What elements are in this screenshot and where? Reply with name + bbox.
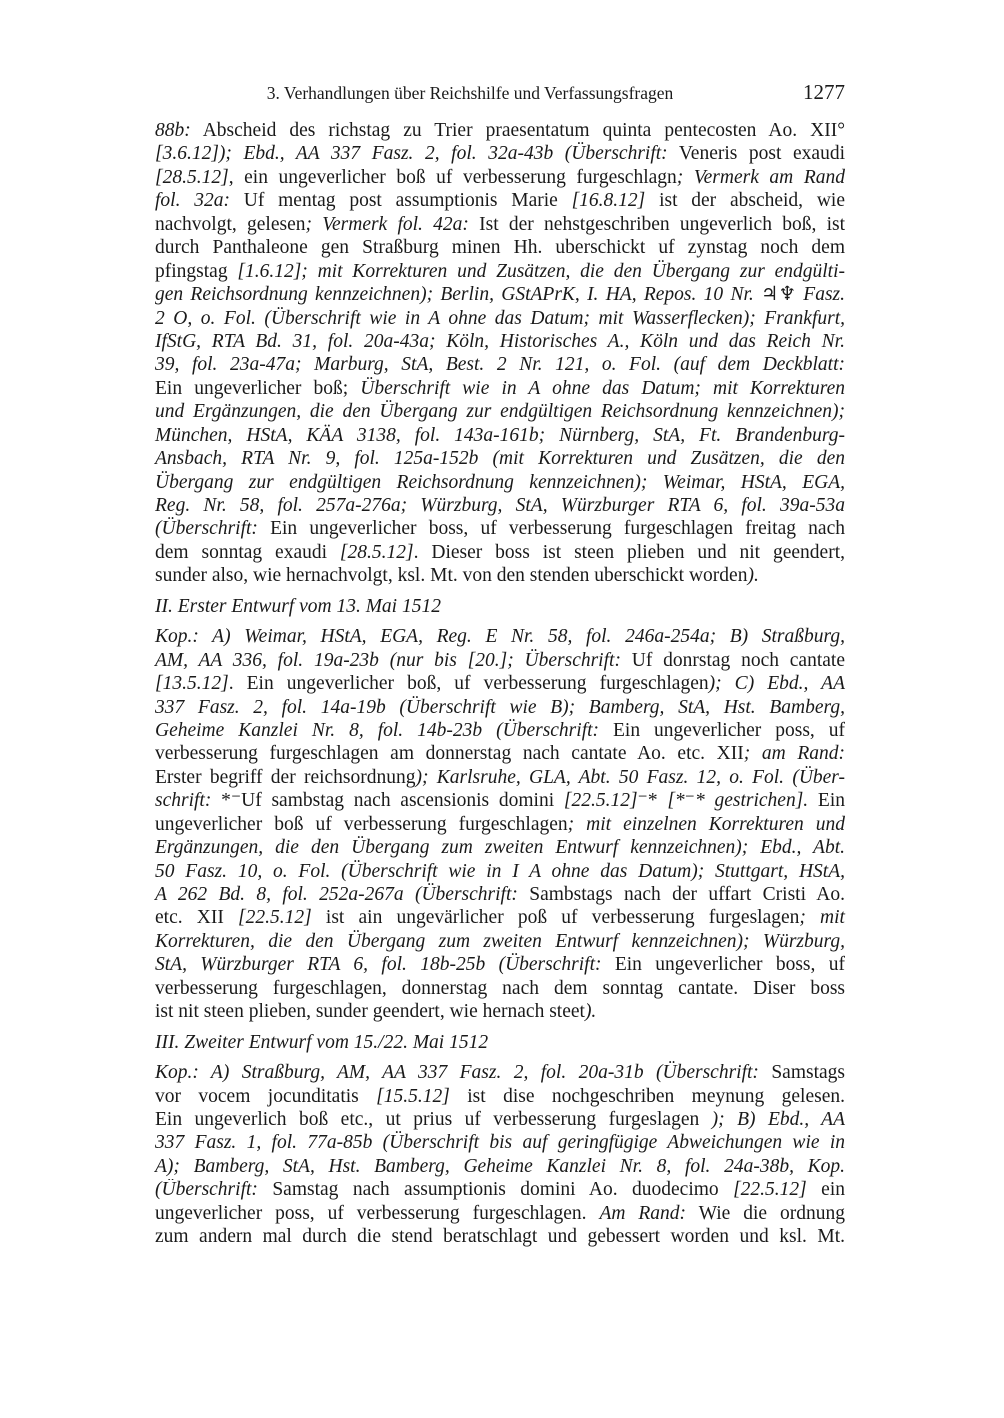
text-line [155,447,845,470]
italic-text: ; mit einzelnen Korrekturen und [567,813,845,835]
roman-text: dem sonntag exaudi [155,541,340,563]
italic-text: [28.5.12] [339,541,414,563]
roman-text: durch Panthaleone gen Straßburg minen Hh. uberschickt uf zynstag noch dem [155,237,845,259]
roman-text: verbesserung furgeschlagen am donnerstag nach cantate Ao. etc. XII [155,743,744,765]
roman-text: Ist der nehstgeschriben ungeverlich boß, ist [468,213,845,235]
roman-text: verbesserung furgeschlagen, donnerstag nach dem sonntag cantate. Diser boss [155,977,845,999]
text-line [155,283,845,306]
italic-text: 337 Fasz. 1, fol. 77a-85b (Überschrift bis auf geringfügige Abweichungen wie in [155,1132,845,1154]
italic-text: Am Rand: [599,1202,687,1224]
italic-text: Überschrift wie in A ohne das Datum; mit Korrekturen [360,377,845,399]
text-line [155,977,845,1000]
text-line [155,353,845,376]
text-line [155,1085,845,1108]
italic-text: StA, Würzburger RTA 6, fol. 18b-25b (Überschrift: [155,954,602,976]
running-head [155,80,845,106]
italic-text: A 262 Bd. 8, fol. 252a-267a (Überschrift: [155,884,518,905]
roman-text: . Dieser boss ist steen plieben und nit geendert, [413,541,845,563]
roman-text: ist ain ungevärlicher poß uf verbesserung furgeslagen [311,907,800,929]
roman-text: Ein [808,790,845,812]
roman-text: ungeverlicher poss, uf verbesserung furgeschlagen. [155,1202,600,1224]
italic-text: ; Vermerk am Rand [676,166,845,188]
italic-text: (Überschrift: [155,1179,258,1201]
text-line [155,930,845,953]
italic-text: fol. 32a: [155,190,230,212]
page-number: 1277 [803,80,845,104]
italic-text: [1.6.12]; mit Korrekturen und Zusätzen, die den Übergang zur endgülti- [237,260,845,282]
text-line [155,119,845,142]
text-line [155,1108,845,1131]
italic-text: Reg. Nr. 58, fol. 257a-276a; Würzburg, StA, Würzburger RTA 6, fol. 39a-53a [155,495,845,516]
text-line [155,189,845,212]
text-line [155,953,845,976]
text-line [155,860,845,883]
italic-text: AM, AA 336, fol. 19a-23b (nur bis [20.]; Überschrift: [155,649,621,671]
text-line [155,213,845,236]
roman-text: Samstag nach assumptionis domini Ao. duodecimo [257,1179,734,1201]
italic-text: Kop.: A) Weimar, HStA, EGA, Reg. E Nr. 58, fol. 246a-254a; B) Straßburg, [155,626,845,648]
italic-text: 50 Fasz. 10, o. Fol. (Überschrift wie in I A ohne das Datum); Stuttgart, HStA, [155,860,845,882]
text-line [155,541,845,564]
paragraph [155,1061,845,1249]
roman-text: Ein ungeverlicher boss, uf [601,954,845,976]
text-line [155,836,845,859]
italic-text: A); Bamberg, StA, Hst. Bamberg, Geheime Kanzlei Nr. 8, fol. 24a-38b, Kop. [155,1155,845,1177]
text-line [155,1225,845,1248]
italic-text: IfStG, RTA Bd. 31, fol. 20a-43a; Köln, Historisches A., Köln und das Reich Nr. [155,330,845,352]
roman-text: zum andern mal durch die stend beratschlagt und gebessert worden und ksl. Mt. [155,1226,845,1248]
italic-text: [22.5.12] [563,790,638,812]
italic-text: und Ergänzungen, die den Übergang zur endgültigen Reichsordnung kennzeichnen); [155,401,845,423]
text-line [155,424,845,447]
roman-text: Ein ungeverlicher poss, uf [599,719,845,741]
text-line [155,719,845,742]
italic-text: ; am Rand: [743,743,845,765]
italic-text: [15.5.12] [376,1085,450,1107]
roman-text: Wie die ordnung [686,1202,845,1224]
paragraph [155,119,845,588]
roman-text: , ein ungeverlicher boß uf verbesserung furgeschlagn [228,166,677,188]
text-line [155,1178,845,1201]
italic-text: ; Vermerk fol. 42a: [305,213,469,235]
roman-text: Abscheid des richstag zu Trier praesentatum quinta pentecosten Ao. XII° [190,120,845,141]
text-line [155,400,845,423]
text-line [155,471,845,494]
italic-text: 88b: [155,120,191,141]
roman-text: Ein ungeverlicher boß; [155,377,361,399]
roman-text: Uf donrstag noch cantate [620,649,845,671]
italic-text: ); C) Ebd., AA [708,673,845,695]
text-line [155,696,845,719]
text-line [155,307,845,330]
italic-text: [22.5.12] [733,1179,807,1201]
text-line [155,377,845,400]
text-line [155,1202,845,1225]
italic-text: 2 O, o. Fol. (Überschrift wie in A ohne das Datum; mit Wasserflecken); Frankfurt, [155,307,845,329]
text-line [155,142,845,165]
text-line [155,789,845,812]
italic-text: 39, fol. 23a-47a; Marburg, StA, Best. 2 Nr. 121, o. Fol. (auf dem Deckblatt: [155,354,845,376]
roman-text: . Ein ungeverlicher boß, uf verbesserung furgeschlagen [228,673,709,695]
italic-text: Ansbach, RTA Nr. 9, fol. 125a-152b (mit Korrekturen und Zusätzen, die den [155,448,845,470]
roman-text: Veneris post exaudi [667,143,845,165]
roman-text: ist der abscheid, wie [645,190,845,212]
roman-text: ist dise nochgeschriben meynung gelesen. [449,1085,845,1107]
italic-text: Korrekturen, die den Übergang zum zweiten Entwurf kennzeichnen); Würzburg, [155,930,845,952]
roman-text: vor vocem jocunditatis [155,1085,377,1107]
text-line [155,742,845,765]
roman-text: ungeverlicher boß uf verbesserung furgeschlagen [155,813,568,835]
italic-text: ). [747,565,759,587]
text-line [155,1131,845,1154]
text-line [155,672,845,695]
roman-text: Erster begriff der reichsordnung [155,766,416,788]
running-head-title: 3. Verhandlungen über Reichshilfe und Verfassungsfragen [266,83,674,103]
text-line [155,564,845,587]
roman-text: ist nit steen plieben, sunder geendert, wie hernach steet [155,1001,585,1023]
text-line [155,649,845,672]
roman-text: Sambstags nach der uffart Cristi Ao. [517,884,845,905]
roman-text: *⁻Uf sambstag nach ascensionis domini [211,790,564,812]
text-line [155,260,845,283]
text-line [155,517,845,540]
roman-text: Ein ungeverlicher boss, uf verbesserung furgeschlagen freitag nach [257,518,845,540]
text-line [155,166,845,189]
italic-text: Übergang zur endgültigen Reichsordnung kennzeichnen); Weimar, HStA, EGA, [155,471,845,493]
italic-text: (Überschrift: [155,518,258,540]
text-line [155,766,845,789]
section-heading: II. Erster Entwurf vom 13. Mai 1512 [155,595,441,617]
text-line [155,494,845,517]
italic-text: ; mit [799,907,845,929]
italic-text: [3.6.12]); Ebd., AA 337 Fasz. 2, fol. 32a-43b (Überschrift: [155,143,668,165]
text-line [155,906,845,929]
italic-text: [28.5.12] [155,166,229,188]
roman-text: ⁻* [637,790,668,812]
text-line [155,1155,845,1178]
text-line [155,330,845,353]
italic-text: Geheime Kanzlei Nr. 8, fol. 14b-23b (Überschrift: [155,719,600,741]
roman-text: sunder also, wie hernachvolgt, ksl. Mt. von den stenden uberschickt worden [155,565,748,587]
roman-text: ein [806,1179,846,1201]
italic-text: München, HStA, KÄA 3138, fol. 143a-161b; Nürnberg, StA, Ft. Brandenburg- [155,424,845,446]
roman-text: nachvolgt, gelesen [155,213,306,235]
paragraph [155,625,845,1023]
roman-text: etc. XII [155,907,239,929]
italic-text: [22.5.12] [238,907,312,929]
italic-text: Kop.: A) Straßburg, AM, AA 337 Fasz. 2, fol. 20a-31b (Überschrift: [155,1062,759,1084]
italic-text: Ergänzungen, die den Übergang zum zweiten Entwurf kennzeichnen); Ebd., Abt. [155,837,845,859]
italic-text: schrift: [155,790,212,812]
text-line [155,1061,845,1084]
italic-text: [16.8.12] [571,190,646,212]
text-line [155,236,845,259]
text-line [155,813,845,836]
italic-text: 337 Fasz. 2, fol. 14a-19b (Überschrift wie B); Bamberg, StA, Hst. Bamberg, [155,696,845,718]
text-line [155,625,845,648]
roman-text: Ein ungeverlich boß etc., ut prius uf verbesserung furgeslagen [155,1108,712,1130]
italic-text: gen Reichsordnung kennzeichnen); Berlin, GStAPrK, I. HA, Repos. 10 Nr. ♃♆ Fasz. [155,284,845,306]
italic-text: [13.5.12] [155,673,229,695]
italic-text: ); Karlsruhe, GLA, Abt. 50 Fasz. 12, o. Fol. (Über- [415,766,845,788]
text-line [155,883,845,906]
text-line [155,1000,845,1023]
roman-text: Samstags [758,1062,845,1084]
italic-text: [*⁻* gestrichen]. [667,790,809,812]
section-heading: III. Zweiter Entwurf vom 15./22. Mai 1512 [155,1031,489,1053]
roman-text: Uf mentag post assumptionis Marie [230,190,572,212]
italic-text: ). [584,1001,597,1023]
italic-text: ); B) Ebd., AA [711,1108,846,1130]
page-body [155,119,845,1249]
roman-text: pfingstag [155,260,238,282]
